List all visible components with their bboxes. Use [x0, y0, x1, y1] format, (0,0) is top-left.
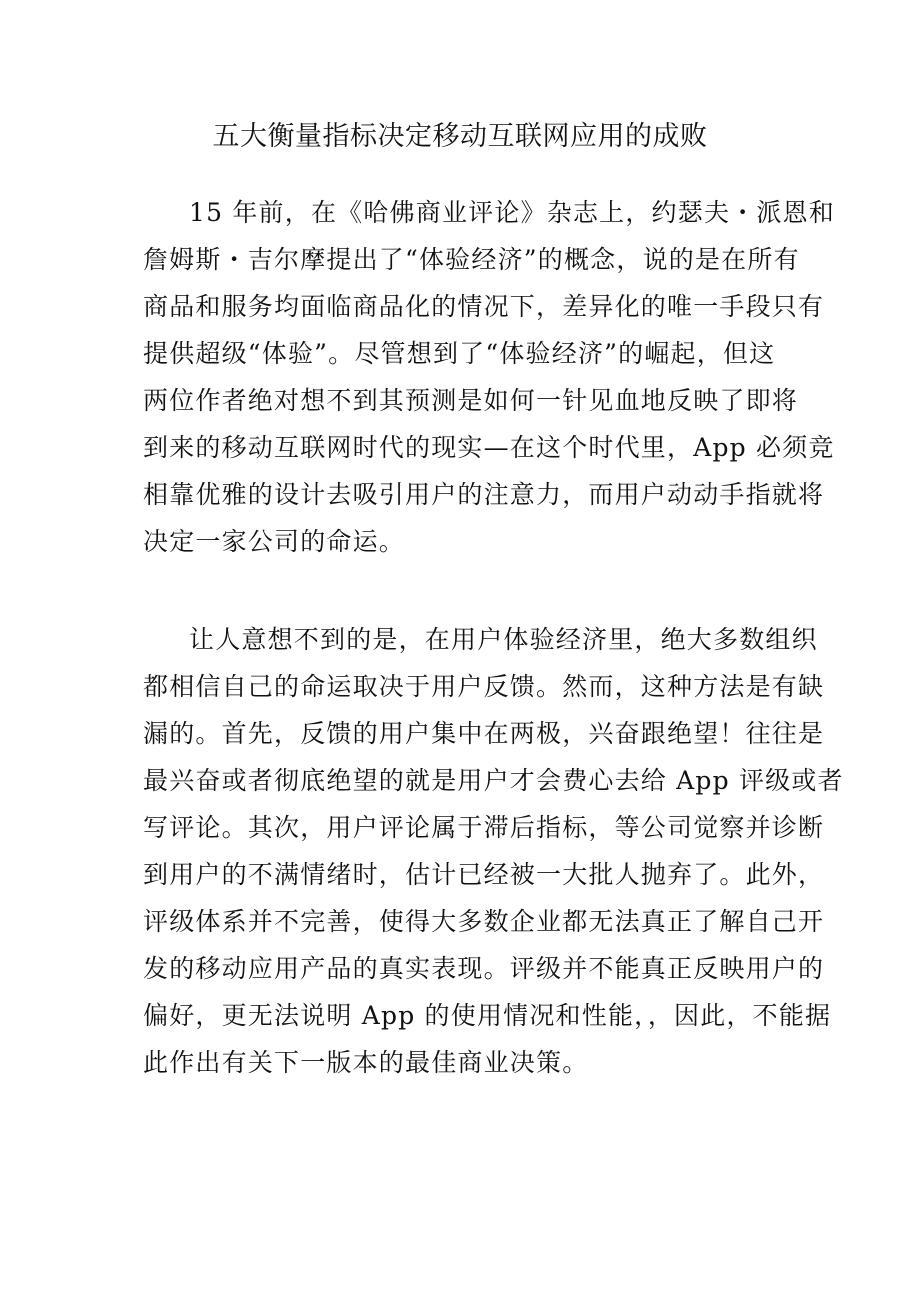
paragraph-line: 发的移动应用产品的真实表现。评级并不能真正反映用户的 — [143, 954, 825, 983]
paragraph-line: 两位作者绝对想不到其预测是如何一针见血地反映了即将 — [143, 386, 799, 415]
paragraph-line: 让人意想不到的是，在用户体验经济里，绝大多数组织 — [189, 625, 818, 654]
paragraph-line: 到来的移动互联网时代的现实—在这个时代里，App 必须竞 — [143, 433, 835, 462]
paragraph-line: 漏的。首先，反馈的用户集中在两极，兴奋跟绝望！往往是 — [143, 719, 825, 748]
paragraph-line: 提供超级“体验”。尽管想到了“体验经济”的崛起，但这 — [143, 339, 776, 368]
paragraph-line: 到用户的不满情绪时，估计已经被一大批人抛弃了。此外， — [143, 860, 825, 889]
paragraph-1 — [143, 189, 835, 565]
paragraph-2 — [143, 616, 844, 1086]
paragraph-line: 评级体系并不完善，使得大多数企业都无法真正了解自己开 — [143, 907, 825, 936]
paragraph-line: 此作出有关下一版本的最佳商业决策。 — [143, 1048, 589, 1077]
paragraph-line: 决定一家公司的命运。 — [143, 527, 406, 556]
document-title: 五大衡量指标决定移动互联网应用的成败 — [212, 121, 708, 152]
paragraph-line: 偏好，更无法说明 App 的使用情况和性能，，因此，不能据 — [143, 1001, 832, 1030]
paragraph-line: 最兴奋或者彻底绝望的就是用户才会费心去给 App 评级或者 — [143, 766, 844, 795]
paragraph-line: 詹姆斯・吉尔摩提出了“体验经济”的概念，说的是在所有 — [143, 245, 800, 274]
paragraph-line: 15 年前，在《哈佛商业评论》杂志上，约瑟夫・派恩和 — [189, 198, 835, 227]
paragraph-line: 写评论。其次，用户评论属于滞后指标，等公司觉察并诊断 — [143, 813, 825, 842]
paragraph-line: 相靠优雅的设计去吸引用户的注意力，而用户动动手指就将 — [143, 480, 825, 509]
paragraph-line: 商品和服务均面临商品化的情况下，差异化的唯一手段只有 — [143, 292, 825, 321]
paragraph-line: 都相信自己的命运取决于用户反馈。然而，这种方法是有缺 — [143, 672, 825, 701]
